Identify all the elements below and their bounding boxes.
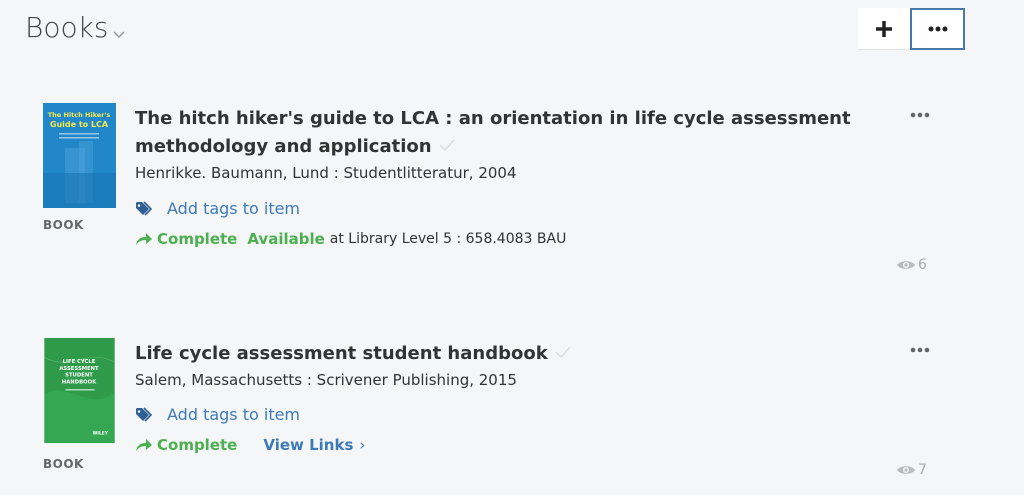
location-text: at Library Level 5 : 658.4083 BAU <box>329 231 567 247</box>
availability-line <box>135 230 566 248</box>
view-count-value: 7 <box>918 462 927 478</box>
availability-line <box>135 436 365 454</box>
cover-line3: STUDENT <box>65 372 93 379</box>
record-title <box>135 105 895 161</box>
check-icon <box>554 340 572 368</box>
share-arrow-icon <box>135 438 153 452</box>
ellipsis-icon <box>910 112 930 118</box>
tags-icon <box>135 201 155 217</box>
record-title <box>135 340 895 368</box>
view-count-value: 6 <box>918 257 927 273</box>
status-complete[interactable] <box>135 436 237 454</box>
chevron-down-icon <box>112 14 126 47</box>
cover-title-line1: The Hitch Hiker's <box>47 111 111 119</box>
cover-publisher: WILEY <box>92 431 108 437</box>
eye-icon <box>896 464 916 476</box>
collection-title: Books <box>25 11 109 44</box>
plus-icon <box>875 20 893 38</box>
status-label: Complete <box>157 436 238 454</box>
availability-status[interactable]: Available <box>247 230 325 248</box>
eye-icon <box>896 259 916 271</box>
cover-line1: LIFE CYCLE <box>62 359 96 366</box>
view-links-button[interactable] <box>263 436 365 454</box>
record-actions-button[interactable] <box>908 109 932 121</box>
cover-title-line2: Guide to LCA <box>49 120 109 129</box>
add-tags-label: Add tags to item <box>167 199 301 218</box>
view-count <box>896 257 927 273</box>
add-tags-link[interactable] <box>135 405 300 424</box>
toolbar <box>858 8 965 50</box>
book-cover-image[interactable] <box>43 338 116 443</box>
more-actions-button[interactable] <box>910 8 965 50</box>
record-title-link[interactable]: The hitch hiker's guide to LCA : an orientation in life cycle assessment methodology and application <box>135 108 851 157</box>
book-cover-image[interactable] <box>43 103 116 208</box>
ellipsis-icon <box>928 26 948 32</box>
chevron-right-icon: › <box>359 436 366 454</box>
record-title-link[interactable]: Life cycle assessment student handbook <box>135 343 548 364</box>
view-count <box>896 462 927 478</box>
status-label: Complete <box>157 230 238 248</box>
ellipsis-icon <box>910 347 930 353</box>
view-links-label: View Links <box>263 436 354 454</box>
record-actions-button[interactable] <box>908 344 932 356</box>
add-tags-label: Add tags to item <box>167 405 301 424</box>
status-complete[interactable] <box>135 230 237 248</box>
share-arrow-icon <box>135 232 153 246</box>
cover-line2: ASSESSMENT <box>59 365 99 372</box>
publication-info: Henrikke. Baumann, Lund : Studentlitteratur, 2004 <box>135 164 517 182</box>
material-type-label: BOOK <box>43 457 84 471</box>
material-type-label: BOOK <box>43 218 84 232</box>
publication-info: Salem, Massachusetts : Scrivener Publishing, 2015 <box>135 371 517 389</box>
add-tags-link[interactable] <box>135 199 300 218</box>
add-button[interactable] <box>858 8 910 50</box>
check-icon <box>438 133 456 161</box>
cover-line4: HANDBOOK <box>61 379 97 386</box>
collection-title-dropdown[interactable] <box>25 8 126 47</box>
tags-icon <box>135 407 155 423</box>
